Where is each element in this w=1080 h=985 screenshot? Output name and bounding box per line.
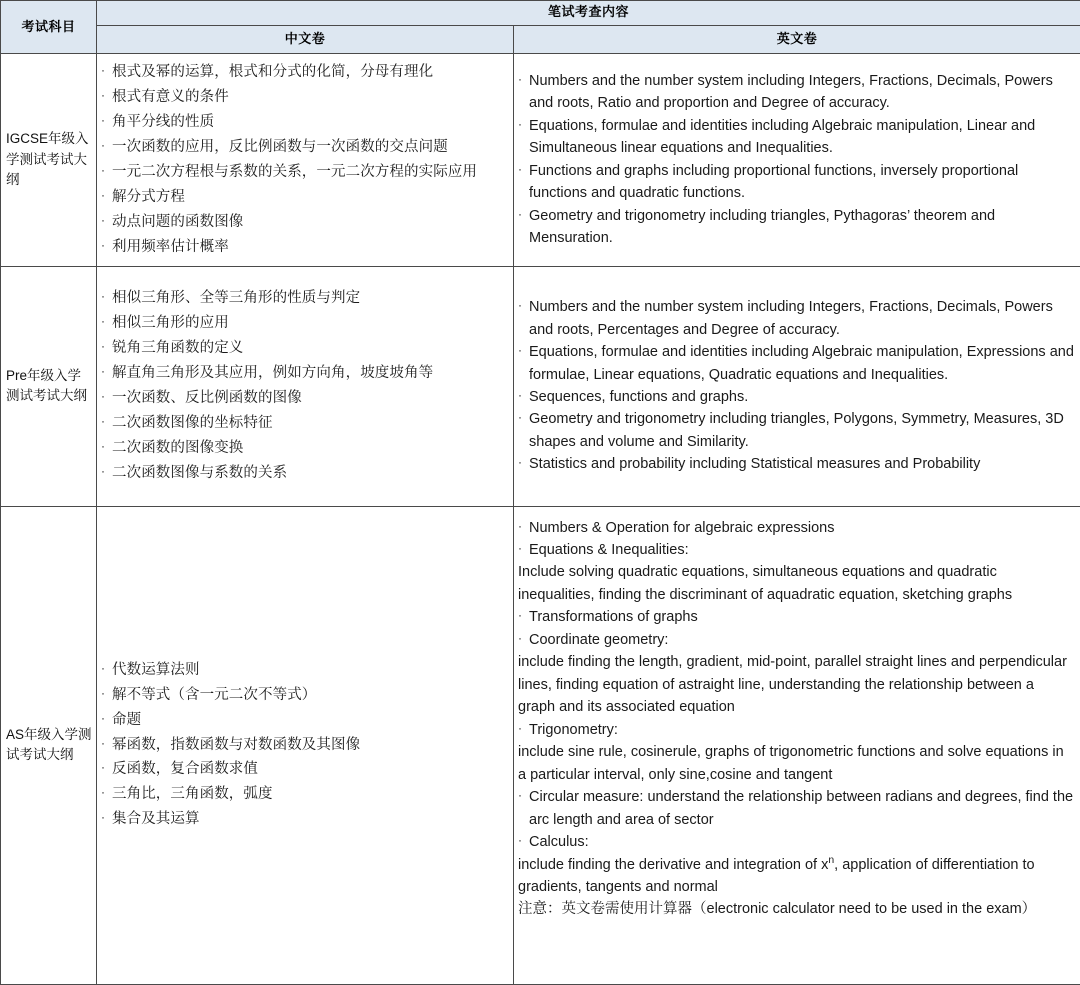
list-item <box>101 336 507 361</box>
list-item-text: 解分式方程 <box>112 189 185 205</box>
list-item <box>518 115 1074 160</box>
list-item-text: Numbers and the number system including Integers, Fractions, Decimals, Powers and roots, Percentages and Degree of accuracy. <box>529 299 1053 337</box>
list-item-text: 注意：英文卷需使用计算器（electronic calculator need to be used in the exam） <box>518 901 1036 917</box>
list-item <box>101 235 507 260</box>
list-item-text: Include solving quadratic equations, simultaneous equations and quadratic inequalities, finding the discriminant of aquadratic equation, sketching graphs <box>518 564 1012 602</box>
header-subject: 考试科目 <box>1 1 97 54</box>
list-item-text: 锐角三角函数的定义 <box>112 340 243 356</box>
list-item-text: 二次函数的图像变换 <box>112 440 243 456</box>
bullet-icon: · <box>101 235 105 256</box>
bullet-icon: · <box>101 110 105 131</box>
list-item-text: 一元二次方程根与系数的关系，一元二次方程的实际应用 <box>112 164 477 180</box>
list-item-text: 相似三角形的应用 <box>112 315 229 331</box>
list-item <box>518 831 1074 853</box>
table-body <box>1 54 1080 985</box>
list-item-text: Numbers & Operation for algebraic expressions <box>529 520 834 536</box>
list-item <box>518 741 1074 786</box>
list-item-text: 幂函数，指数函数与对数函数及其图像 <box>112 737 360 753</box>
bullet-icon: · <box>101 733 105 754</box>
bullet-icon: · <box>101 286 105 307</box>
bullet-icon: · <box>101 683 105 704</box>
bullet-icon: · <box>518 115 522 134</box>
chinese-content-as <box>97 506 514 984</box>
bullet-icon: · <box>518 386 522 405</box>
list-item-text: Equations, formulae and identities including Algebraic manipulation, Expressions and formulae, Linear equations, Quadratic equations and Inequalities. <box>529 344 1074 382</box>
list-item <box>518 719 1074 741</box>
bullet-icon: · <box>101 336 105 357</box>
header-row-top <box>1 1 1080 26</box>
list-item-text: include finding the length, gradient, mid-point, parallel straight lines and perpendicular lines, finding equation of astraight line, understanding the relationship between a graph and its associated equation <box>518 654 1067 715</box>
table-row <box>1 54 1080 267</box>
list-item-text: 根式有意义的条件 <box>112 89 229 105</box>
table-header <box>1 1 1080 54</box>
bullet-icon: · <box>518 341 522 360</box>
bullet-icon: · <box>101 658 105 679</box>
list-item-text: Geometry and trigonometry including triangles, Pythagoras’ theorem and Mensuration. <box>529 208 995 246</box>
bullet-icon: · <box>101 60 105 81</box>
list-item-text: 利用频率估计概率 <box>112 239 229 255</box>
table-row <box>1 506 1080 984</box>
bullet-icon: · <box>518 831 522 850</box>
list-item-text: 集合及其运算 <box>112 811 200 827</box>
header-written-content: 笔试考查内容 <box>97 1 1080 26</box>
list-item-text: Coordinate geometry: <box>529 632 668 648</box>
list-item <box>518 561 1074 606</box>
list-item-text: Equations, formulae and identities including Algebraic manipulation, Linear and Simultaneous linear equations and Inequalities. <box>529 118 1035 156</box>
list-item <box>518 854 1074 899</box>
bullet-icon: · <box>101 436 105 457</box>
bullet-icon: · <box>101 807 105 828</box>
subject-cell-as: AS年级入学测试考试大纲 <box>1 506 97 984</box>
list-item <box>101 185 507 210</box>
list-item <box>101 411 507 436</box>
list-item-text: Transformations of graphs <box>529 609 698 625</box>
list-item <box>101 658 507 683</box>
list-item-text: 二次函数图像与系数的关系 <box>112 465 287 481</box>
bullet-icon: · <box>101 757 105 778</box>
chinese-topic-list <box>101 658 507 833</box>
list-item <box>101 807 507 832</box>
bullet-icon: · <box>518 539 522 558</box>
list-item <box>101 461 507 486</box>
list-item <box>101 436 507 461</box>
list-item <box>101 386 507 411</box>
list-item <box>101 135 507 160</box>
bullet-icon: · <box>101 361 105 382</box>
bullet-icon: · <box>101 185 105 206</box>
list-item-text: Circular measure: understand the relationship between radians and degrees, find the arc length and area of sector <box>529 789 1073 827</box>
bullet-icon: · <box>518 160 522 179</box>
list-item-text: 反函数，复合函数求值 <box>112 761 258 777</box>
subject-cell-igcse: IGCSE年级入学测试考试大纲 <box>1 54 97 267</box>
list-item <box>518 160 1074 205</box>
list-item <box>518 898 1074 920</box>
english-content-as <box>514 506 1080 984</box>
list-item <box>518 517 1074 539</box>
english-content-igcse <box>514 54 1080 267</box>
list-item <box>101 160 507 185</box>
list-item <box>518 606 1074 628</box>
list-item <box>101 361 507 386</box>
list-item-text: 一次函数的应用，反比例函数与一次函数的交点问题 <box>112 139 448 155</box>
chinese-content-pre <box>97 266 514 506</box>
bullet-icon: · <box>101 160 105 181</box>
list-item-text: Trigonometry: <box>529 722 618 738</box>
bullet-icon: · <box>518 719 522 738</box>
list-item-text: Functions and graphs including proportional functions, inversely proportional functions and quadratic functions. <box>529 163 1018 201</box>
header-chinese-paper: 中文卷 <box>97 26 514 54</box>
bullet-icon: · <box>101 311 105 332</box>
list-item-text: 解直角三角形及其应用，例如方向角，坡度坡角等 <box>112 365 433 381</box>
list-item <box>101 110 507 135</box>
list-item-text: Calculus: <box>529 834 589 850</box>
chinese-topic-list <box>101 60 507 260</box>
table-row <box>1 266 1080 506</box>
bullet-icon: · <box>518 606 522 625</box>
list-item <box>101 210 507 235</box>
subject-cell-pre: Pre年级入学测试考试大纲 <box>1 266 97 506</box>
list-item <box>518 386 1074 408</box>
list-item <box>518 539 1074 561</box>
chinese-content-igcse <box>97 54 514 267</box>
list-item <box>101 757 507 782</box>
list-item-text: 二次函数图像的坐标特征 <box>112 415 273 431</box>
list-item <box>101 708 507 733</box>
header-english-paper: 英文卷 <box>514 26 1080 54</box>
list-item-text: Equations & Inequalities: <box>529 542 689 558</box>
list-item <box>101 733 507 758</box>
bullet-icon: · <box>518 205 522 224</box>
list-item-text: Geometry and trigonometry including triangles, Polygons, Symmetry, Measures, 3D shapes and volume and Similarity. <box>529 411 1064 449</box>
list-item <box>518 408 1074 453</box>
list-item-text: Statistics and probability including Statistical measures and Probability <box>529 456 980 472</box>
bullet-icon: · <box>101 85 105 106</box>
bullet-icon: · <box>101 782 105 803</box>
bullet-icon: · <box>101 411 105 432</box>
list-item <box>518 453 1074 475</box>
list-item <box>101 782 507 807</box>
english-topic-list <box>518 70 1074 250</box>
bullet-icon: · <box>518 453 522 472</box>
list-item <box>518 651 1074 718</box>
list-item-text: include finding the derivative and integration of $x^n$, application of differentiation to gradients, tangents and normal <box>518 857 1035 895</box>
bullet-icon: · <box>101 210 105 231</box>
bullet-icon: · <box>518 296 522 315</box>
bullet-icon: · <box>101 386 105 407</box>
bullet-icon: · <box>518 70 522 89</box>
bullet-icon: · <box>518 408 522 427</box>
chinese-topic-list <box>101 286 507 486</box>
list-item-text: 代数运算法则 <box>112 662 200 678</box>
list-item <box>518 205 1074 250</box>
bullet-icon: · <box>101 135 105 156</box>
list-item-text: 相似三角形、全等三角形的性质与判定 <box>112 290 360 306</box>
list-item <box>518 786 1074 831</box>
list-item <box>518 296 1074 341</box>
bullet-icon: · <box>518 629 522 648</box>
list-item <box>101 60 507 85</box>
bullet-icon: · <box>101 708 105 729</box>
bullet-icon: · <box>518 786 522 805</box>
list-item-text: 动点问题的函数图像 <box>112 214 243 230</box>
list-item <box>101 85 507 110</box>
list-item-text: 角平分线的性质 <box>112 114 214 130</box>
list-item-text: 三角比，三角函数，弧度 <box>112 786 273 802</box>
list-item <box>518 341 1074 386</box>
list-item <box>518 70 1074 115</box>
list-item-text: Sequences, functions and graphs. <box>529 389 748 405</box>
list-item-text: include sine rule, cosinerule, graphs of trigonometric functions and solve equations in a particular interval, only sine,cosine and tangent <box>518 744 1064 782</box>
list-item <box>101 286 507 311</box>
list-item-text: 一次函数、反比例函数的图像 <box>112 390 302 406</box>
english-topic-list <box>518 296 1074 476</box>
header-row-bottom <box>1 26 1080 54</box>
list-item <box>518 629 1074 651</box>
bullet-icon: · <box>518 517 522 536</box>
list-item-text: 解不等式（含一元二次不等式） <box>112 687 316 703</box>
list-item-text: Numbers and the number system including Integers, Fractions, Decimals, Powers and roots, Ratio and proportion and Degree of accuracy. <box>529 73 1053 111</box>
list-item <box>101 311 507 336</box>
list-item <box>101 683 507 708</box>
bullet-icon: · <box>101 461 105 482</box>
english-topic-list <box>518 517 1074 921</box>
english-content-pre <box>514 266 1080 506</box>
list-item-text: 命题 <box>112 712 141 728</box>
list-item-text: 根式及幂的运算，根式和分式的化简，分母有理化 <box>112 64 433 80</box>
